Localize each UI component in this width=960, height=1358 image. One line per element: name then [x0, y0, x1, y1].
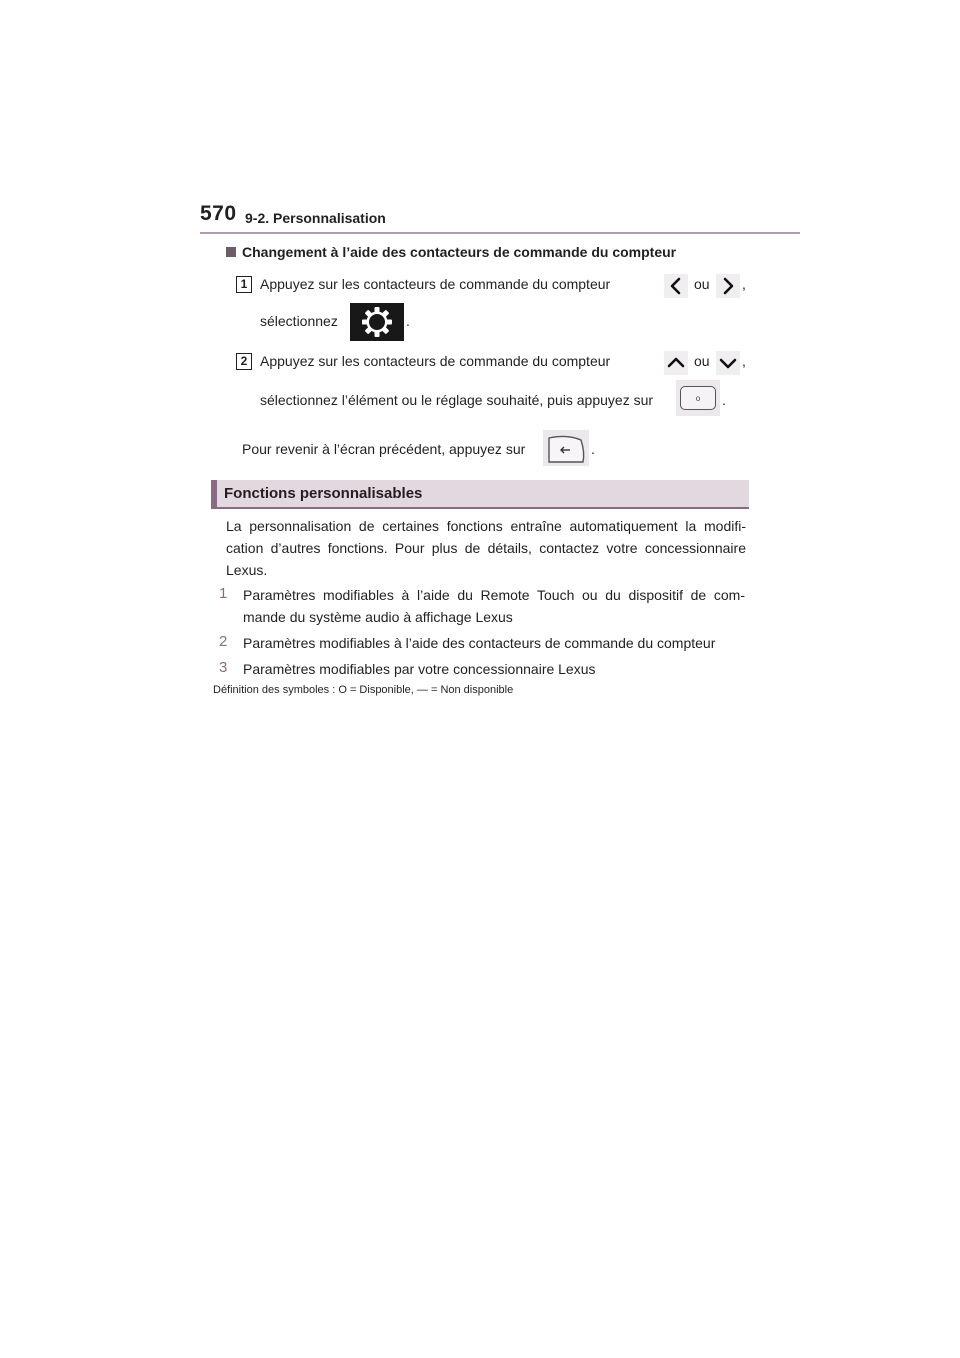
- step2-line1-text: Appuyez sur les contacteurs de commande du compteur: [260, 353, 611, 369]
- step2-line2-text: sélectionnez l’élément ou le réglage souhaité, puis appuyez sur: [260, 392, 654, 408]
- section-band: [211, 480, 749, 508]
- step-number-2: 2: [236, 353, 252, 370]
- item-text-3: Paramètres modifiables par votre concessionnaire Lexus: [243, 661, 596, 677]
- section-title: Fonctions personnalisables: [224, 485, 423, 502]
- step2-or: ou: [694, 353, 710, 369]
- return-period: .: [591, 441, 595, 457]
- item-number-2: 2: [219, 633, 228, 650]
- section-reference: 9-2. Personnalisation: [245, 210, 386, 226]
- item-text-2: Paramètres modifiables à l’aide des contacteurs de commande du compteur: [243, 635, 716, 651]
- symbols-footnote: Définition des symboles : O = Disponible, — = Non disponible: [213, 684, 514, 696]
- step2-period: .: [722, 392, 726, 408]
- subheading: [226, 244, 676, 260]
- header-rule: [200, 232, 800, 234]
- intro-paragraph: La personnalisation de certaines fonctions entraîne automatiquement la modifi-cation d’autres fonctions. Pour plus de détails, contactez votre concessionnaire Lexus.: [226, 518, 746, 578]
- section-band-underline: [211, 507, 749, 509]
- back-button-icon: [543, 430, 589, 466]
- square-bullet-icon: [226, 247, 236, 257]
- step1-comma: ,: [742, 276, 746, 292]
- step-number-1: 1: [236, 276, 252, 293]
- section-band-accent: [211, 480, 217, 508]
- chevron-up-icon: [664, 351, 688, 375]
- step2-comma: ,: [742, 353, 746, 369]
- step1-line2-text: sélectionnez: [260, 313, 338, 329]
- item-number-1: 1: [219, 585, 228, 602]
- gear-icon: [350, 303, 404, 341]
- chevron-left-icon: [664, 274, 688, 298]
- ok-button-icon: [676, 380, 720, 416]
- ok-button-face: o: [680, 386, 716, 410]
- page-number: 570: [200, 202, 237, 225]
- step1-period: .: [406, 313, 410, 329]
- item-text-1: Paramètres modifiables à l’aide du Remote Touch ou du dispositif de com-mande du système audio à affichage Lexus: [243, 587, 745, 625]
- chevron-down-icon: [716, 351, 740, 375]
- step1-or: ou: [694, 276, 710, 292]
- subheading-text: Changement à l’aide des contacteurs de commande du compteur: [242, 244, 677, 260]
- chevron-right-icon: [716, 274, 740, 298]
- step1-line1-text: Appuyez sur les contacteurs de commande du compteur: [260, 276, 611, 292]
- return-instruction: Pour revenir à l’écran précédent, appuyez sur: [242, 441, 526, 457]
- item-number-3: 3: [219, 659, 228, 676]
